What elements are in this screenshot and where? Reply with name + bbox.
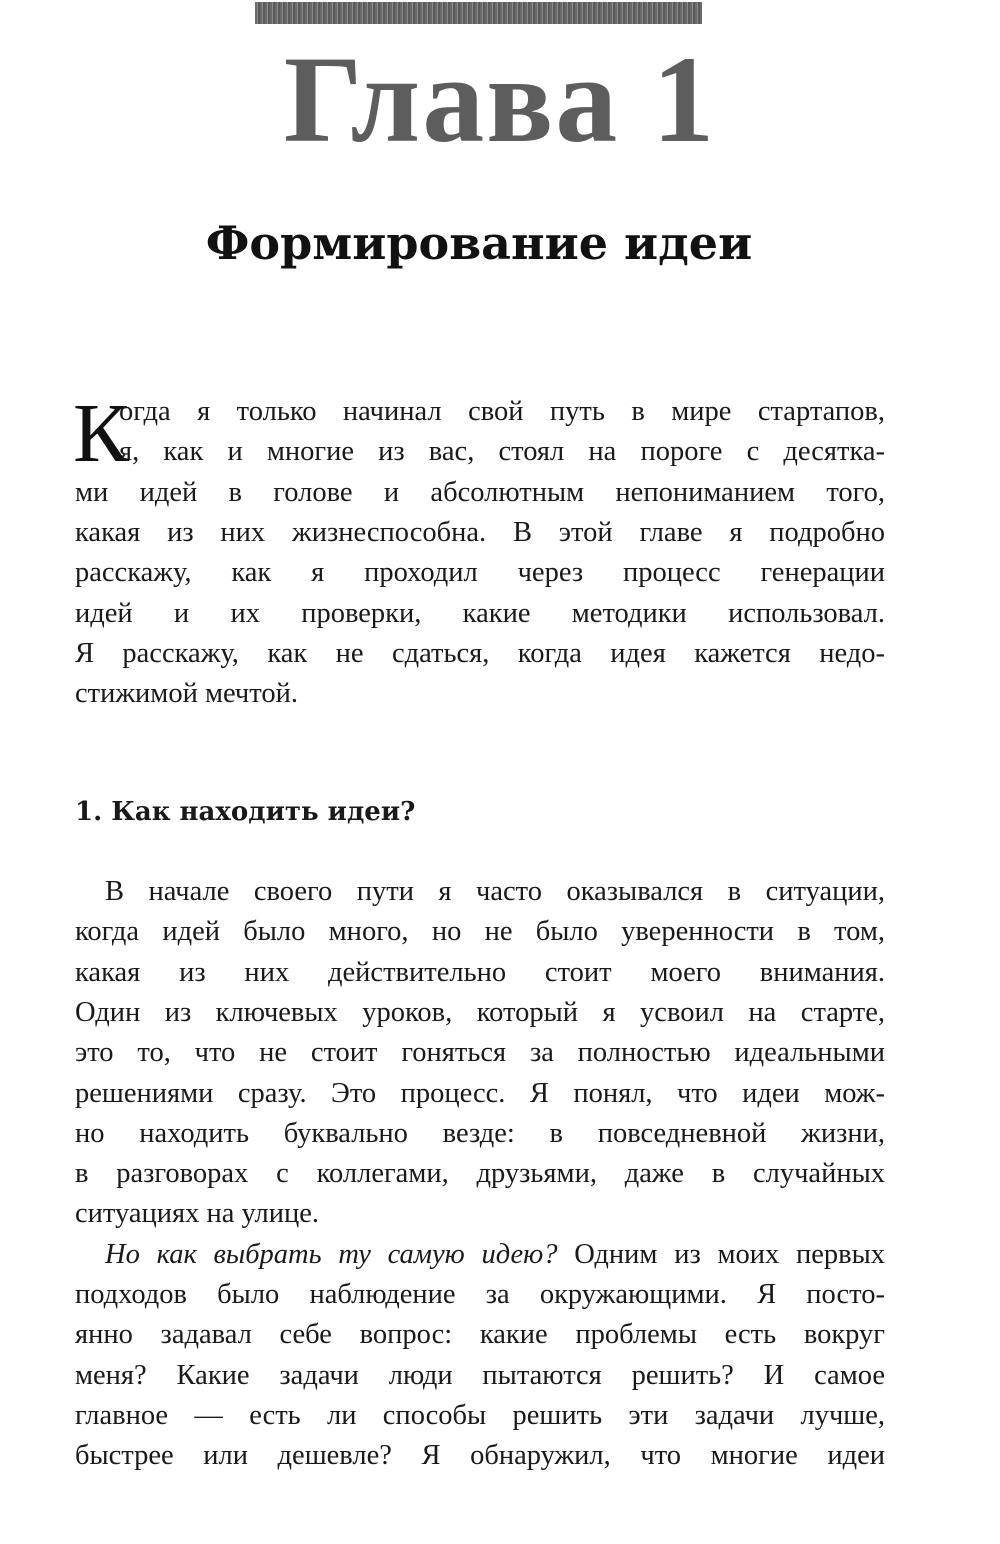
paragraph-line: идей и их проверки, какие методики использовал. bbox=[75, 597, 885, 629]
paragraph-line: Я расскажу, как не сдаться, когда идея кажется недо- bbox=[75, 637, 885, 669]
paragraph-line: стижимой мечтой. bbox=[75, 678, 298, 710]
paragraph-line: какая из них жизнеспособна. В этой главе я подробно bbox=[75, 516, 885, 548]
paragraph-line: В начале своего пути я часто оказывался в ситуации, bbox=[105, 876, 885, 907]
drop-cap: К bbox=[73, 387, 130, 480]
paragraph-line: но находить буквально везде: в повседневной жизни, bbox=[75, 1117, 885, 1149]
paragraph-line: когда идей было много, но не было уверенности в том, bbox=[75, 916, 885, 948]
paragraph-line: ми идей в голове и абсолютным непониманием того, bbox=[75, 476, 885, 508]
paragraph-line: это то, что не стоит гоняться за полностью идеальными bbox=[75, 1037, 885, 1069]
paragraph-line: расскажу, как я проходил через процесс генерации bbox=[75, 557, 885, 589]
paragraph-line: какая из них действительно стоит моего внимания. bbox=[75, 956, 885, 988]
paragraph-line bbox=[75, 1235, 885, 1275]
paragraph-line: я, как и многие из вас, стоял на пороге с десятка- bbox=[119, 436, 885, 468]
chapter-label: Глава 1 bbox=[283, 31, 717, 168]
italic-question: Но как выбрать ту самую идею? bbox=[105, 1239, 558, 1270]
paragraph-line: Один из ключевых уроков, который я усвоил на старте, bbox=[75, 996, 885, 1028]
section-heading: 1. Как находить идеи? bbox=[75, 797, 416, 827]
paragraph-line: янно задавал себе вопрос: какие проблемы есть вокруг bbox=[75, 1319, 885, 1351]
paragraph-line: решениями сразу. Это процесс. Я понял, что идеи мож- bbox=[75, 1077, 885, 1109]
paragraph-line: огда я только начинал свой путь в мире стартапов, bbox=[119, 396, 885, 427]
chapter-title: Формирование идеи bbox=[205, 216, 753, 270]
paragraph-line: быстрее или дешевле? Я обнаружил, что многие идеи bbox=[75, 1440, 885, 1472]
paragraph-line: меня? Какие задачи люди пытаются решить? И самое bbox=[75, 1359, 885, 1391]
paragraph-line: подходов было наблюдение за окружающими. Я посто- bbox=[75, 1279, 885, 1310]
paragraph-line: ситуациях на улице. bbox=[75, 1198, 320, 1230]
chapter-decorative-bar bbox=[255, 2, 702, 24]
line-text: Одним из моих первых bbox=[557, 1239, 885, 1270]
paragraph-line: главное — есть ли способы решить эти задачи лучше, bbox=[75, 1399, 885, 1431]
paragraph-line: в разговорах с коллегами, друзьями, даже в случайных bbox=[75, 1158, 885, 1190]
